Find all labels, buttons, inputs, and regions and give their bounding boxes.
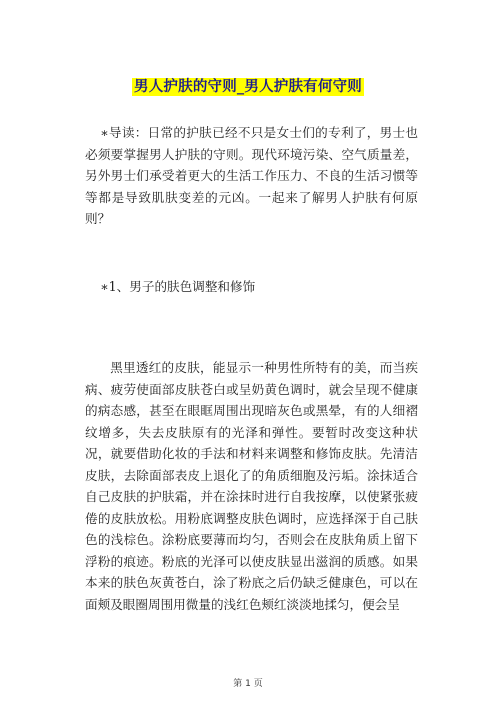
section-heading: ∗1、男子的肤色调整和修饰 — [100, 279, 256, 294]
title-container — [0, 76, 496, 96]
intro-paragraph: ∗导读：日常的护肤已经不只是女士们的专利了，男士也必须要掌握男人护肤的守则。现代环境污染、空气质量差，另外男士们承受着更大的生活工作压力、不良的生活习惯等等都是导致肌肤变差的元凶。一起来了解男人护肤有何原则？ — [85, 125, 418, 226]
document-title: 男人护肤的守则_男人护肤有何守则 — [134, 79, 362, 95]
body-paragraph: 黑里透红的皮肤，能显示一种男性所特有的美，而当疾病、疲劳使面部皮肤苍白或呈奶黄色调时，就会呈现不健康的病态感，甚至在眼眶周围出现暗灰色或黑晕，有的人细褶纹增多，失去皮肤原有的光泽和弹性。要暂时改变这种状况，就要借助化妆的手法和材料来调整和修饰皮肤。先清洁皮肤，去除面部表皮上退化了的角质细胞及污垢。涂抹适合自己皮肤的护肤霜，并在涂抹时进行自我按摩，以使紧张疲倦的皮肤放松。用粉底调整皮肤色调时，应选择深于自己肤色的浅棕色。涂粉底要薄而均匀，否则会在皮肤角质上留下浮粉的痕迹。粉底的光泽可以使皮肤显出滋润的质感。如果本来的肤色灰黄苍白，涂了粉底之后仍缺乏健康色，可以在面颊及眼圈周围用微量的浅红色颊红淡淡地揉匀，便会呈 — [85, 360, 418, 612]
page-number: 第 1 页 — [233, 679, 263, 689]
